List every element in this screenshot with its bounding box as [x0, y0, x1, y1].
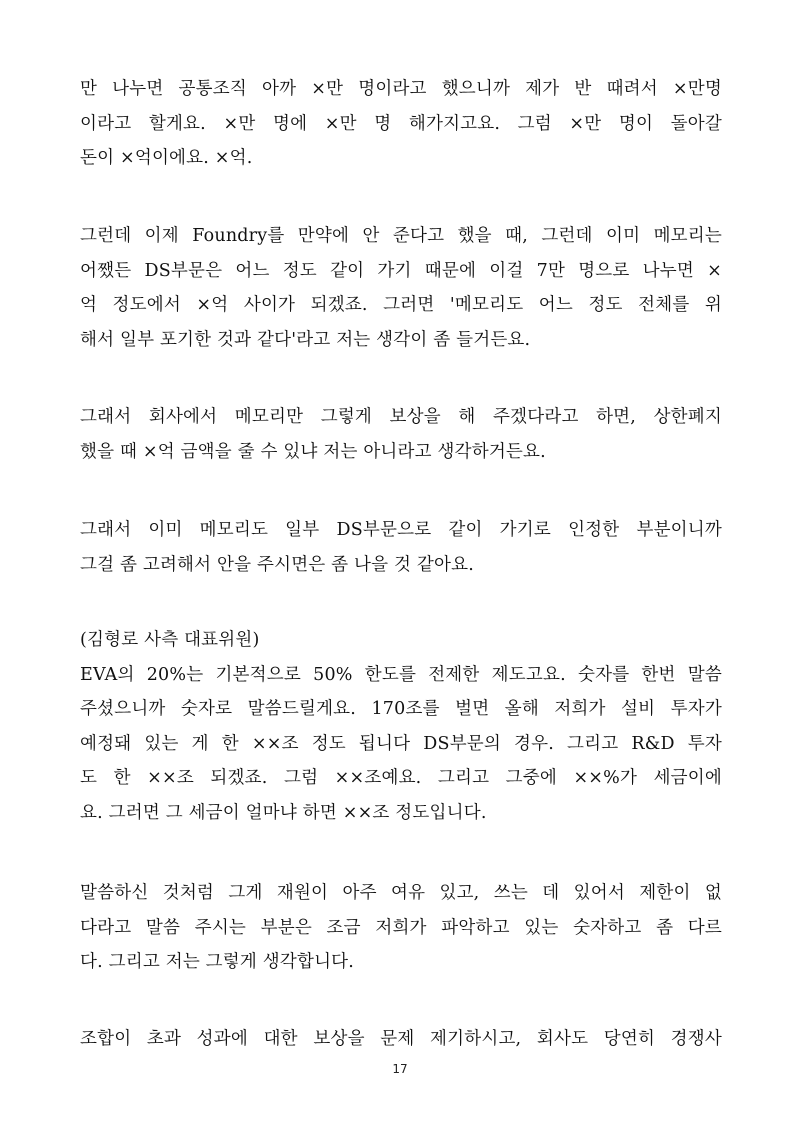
text-line: 해서 일부 포기한 것과 같다'라고 저는 생각이 좀 들거든요. — [80, 329, 531, 350]
text-line: 억 정도에서 ×억 사이가 되겠죠. 그러면 '메모리도 어느 정도 전체를 위 — [80, 295, 722, 315]
paragraph — [80, 513, 722, 582]
text-line: 다. 그리고 저는 그렇게 생각합니다. — [80, 952, 355, 972]
text-line: 어쨌든 DS부문은 어느 정도 같이 가기 때문에 이걸 7만 명으로 나누면 × — [80, 260, 722, 281]
text-line: 도 한 ××조 되겠죠. 그럼 ××조예요. 그리고 그중에 ××%가 세금이에 — [80, 768, 722, 788]
speaker-label: (김형로 사측 대표위원) — [80, 630, 260, 650]
text-line: 돈이 ×억이에요. ×억. — [80, 148, 253, 168]
text-line: 주셨으니까 숫자로 말씀드릴게요. 170조를 벌면 올해 저희가 설비 투자가 — [80, 699, 722, 719]
text-line: 요. 그러면 그 세금이 얼마냐 하면 ××조 정도입니다. — [80, 802, 487, 823]
paragraph — [80, 72, 722, 176]
text-line: 그런데 이제 Foundry를 만약에 안 준다고 했을 때, 그런데 이미 메모리는 — [80, 226, 722, 246]
paragraph — [80, 1022, 722, 1057]
text-line: 만 나누면 공통조직 아까 ×만 명이라고 했으니까 제가 반 때려서 ×만명 — [80, 79, 722, 99]
text-line: 다라고 말씀 주시는 부분은 조금 저희가 파악하고 있는 숫자하고 좀 다르 — [80, 917, 722, 938]
paragraph — [80, 400, 722, 469]
text-line: 조합이 초과 성과에 대한 보상을 문제 제기하시고, 회사도 당연히 경쟁사 — [80, 1029, 722, 1049]
paragraph — [80, 876, 722, 980]
paragraph — [80, 623, 722, 830]
text-line: 했을 때 ×억 금액을 줄 수 있냐 저는 아니라고 생각하거든요. — [80, 441, 546, 462]
text-line: 예정돼 있는 게 한 ××조 정도 됩니다 DS부문의 경우. 그리고 R&D 투자 — [80, 733, 722, 754]
page-number: 17 — [392, 1062, 408, 1076]
text-line: 이라고 할게요. ×만 명에 ×만 명 해가지고요. 그럼 ×만 명이 돌아갈 — [80, 113, 722, 134]
text-line: EVA의 20%는 기본적으로 50% 한도를 전제한 제도고요. 숫자를 한번 말씀 — [80, 664, 722, 685]
text-line: 그래서 이미 메모리도 일부 DS부문으로 같이 가기로 인정한 부분이니까 — [80, 520, 722, 540]
text-line: 말씀하신 것처럼 그게 재원이 아주 여유 있고, 쓰는 데 있어서 제한이 없 — [80, 883, 722, 903]
text-line: 그래서 회사에서 메모리만 그렇게 보상을 해 주겠다라고 하면, 상한폐지 — [80, 407, 722, 427]
text-line: 그걸 좀 고려해서 안을 주시면은 좀 나을 것 같아요. — [80, 554, 474, 575]
paragraph — [80, 219, 722, 357]
